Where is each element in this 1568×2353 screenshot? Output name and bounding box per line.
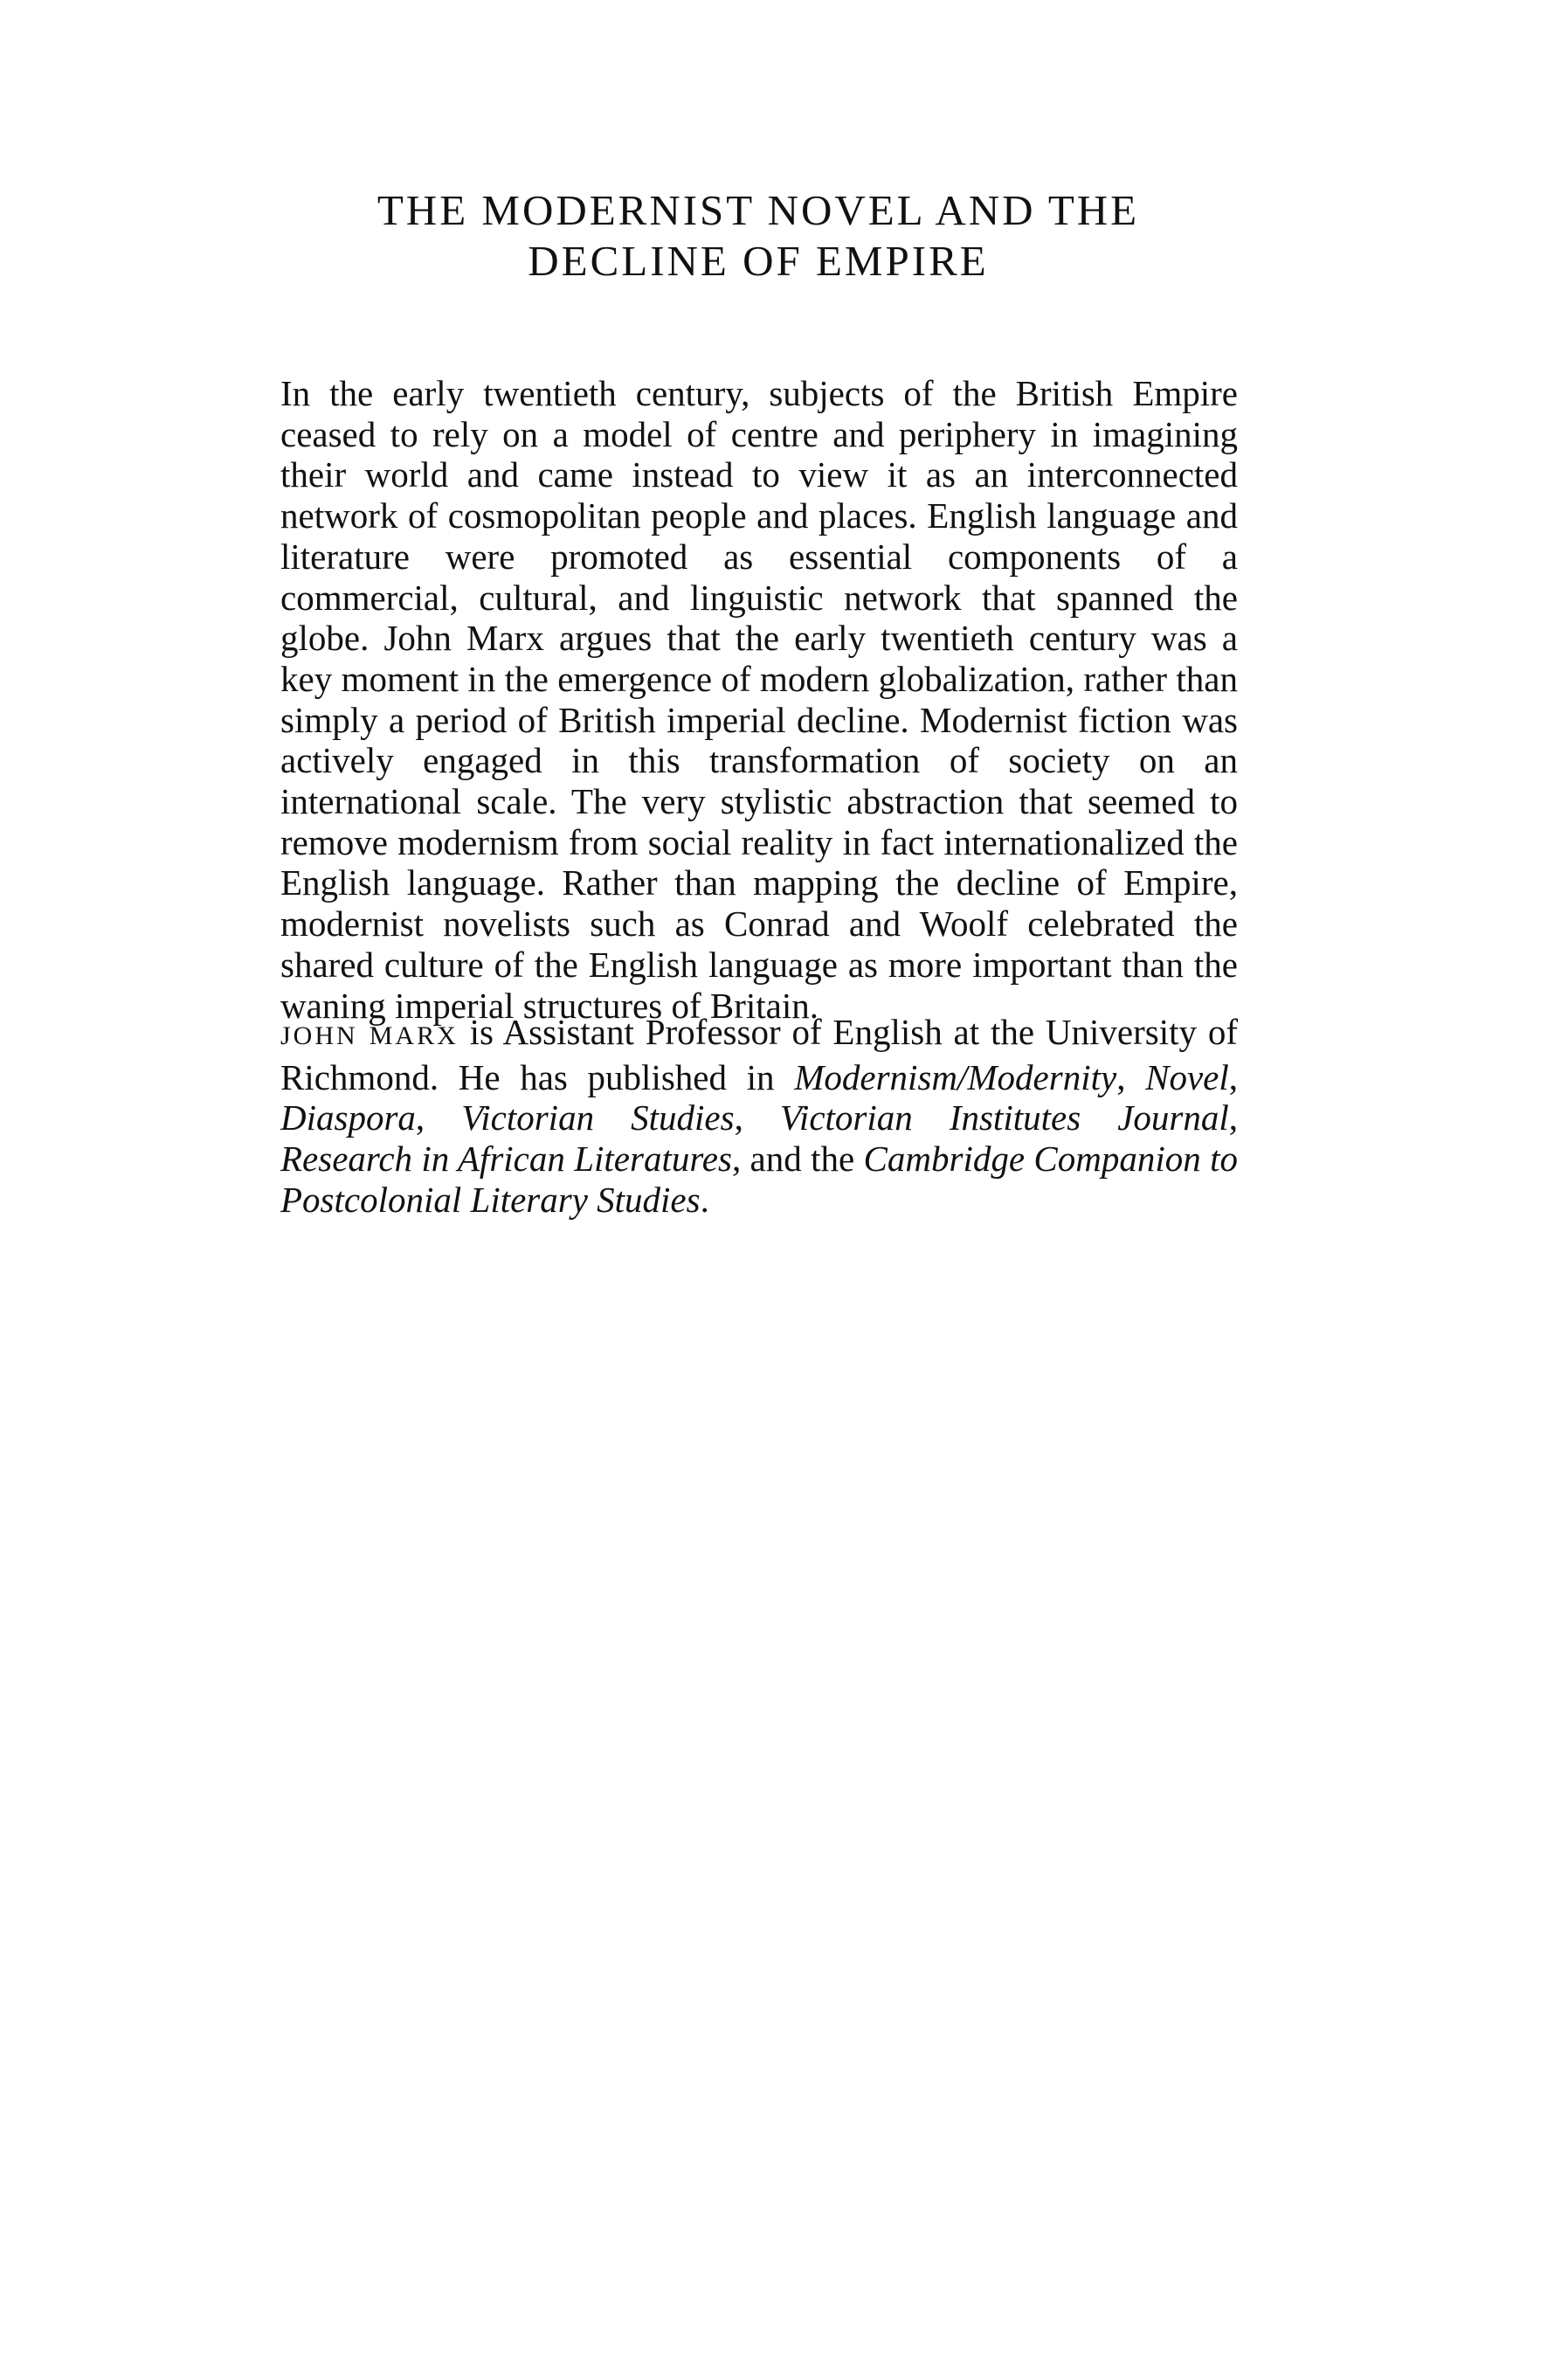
title-line-1: THE MODERNIST NOVEL AND THE xyxy=(376,186,1140,234)
book-title xyxy=(282,185,1234,287)
abstract-paragraph: In the early twentieth century, subjects of the British Empire ceased to rely on a model of centre and periphery in imagining their world and came instead to view it as an interconnected network of cosmopolitan people and places. English language and literature were promoted as essential components of a commercial, cultural, and linguistic network that spanned the globe. John Marx argues that the early twentieth century was a key moment in the emergence of modern globalization, rather than simply a period of British imperial decline. Modernist fiction was actively engaged in this transformation of society on an international scale. The very stylistic abstraction that seemed to remove modernism from social reality in fact internationalized the English language. Rather than mapping the decline of Empire, modernist novelists such as Conrad and Woolf celebrated the shared culture of the English language as more important than the waning imperial structures of Britain. xyxy=(280,373,1238,1026)
title-line-2: DECLINE OF EMPIRE xyxy=(528,237,989,285)
publication-title: Novel xyxy=(1145,1056,1229,1097)
publication-title: Victorian Studies xyxy=(461,1097,735,1138)
publication-title: Diaspora xyxy=(280,1097,416,1138)
publication-title: Research in African Literatures xyxy=(280,1138,732,1180)
author-name: JOHN MARX xyxy=(280,1021,459,1050)
bio-intro: is Assistant Professor of English at the University of Richmond. He has published in xyxy=(280,1012,1238,1097)
publication-title: Modernism/Modernity xyxy=(794,1056,1117,1097)
author-bio-paragraph: JOHN MARX is Assistant Professor of English at the University of Richmond. He has published in Modernism/Modernity, Novel, Diaspora, Victorian Studies, Victorian Institutes Journal, Research in African Literatures, and the Cambridge Companion to Postcolonial Literary Studies. xyxy=(280,1012,1239,1220)
publication-title: Victorian Institutes Journal xyxy=(779,1097,1229,1138)
publication-title: Cambridge Companion to Postcolonial Literary Studies xyxy=(280,1138,1238,1220)
